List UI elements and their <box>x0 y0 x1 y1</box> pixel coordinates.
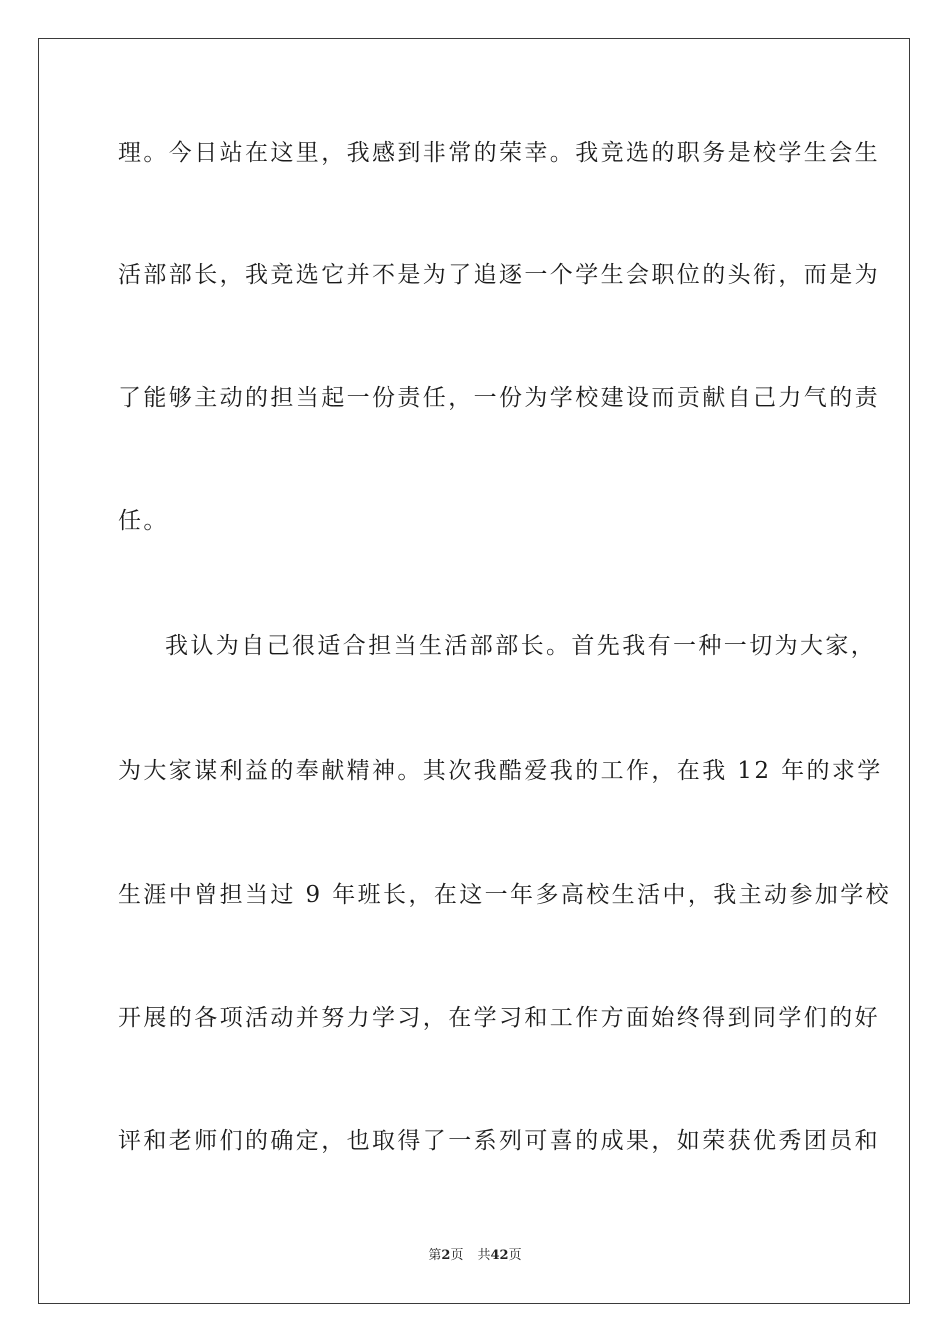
page-number: 2 <box>441 1248 451 1263</box>
page-footer <box>0 1247 950 1265</box>
body-text-line-2: 活部部长，我竞选它并不是为了追逐一个学生会职位的头衔，而是为 <box>118 262 880 288</box>
body-text-line-4: 任。 <box>118 508 169 534</box>
body-text-line-6: 为大家谋利益的奉献精神。其次我酷爱我的工作，在我 12 年的求学 <box>118 758 883 784</box>
body-text-line-8: 开展的各项活动并努力学习，在学习和工作方面始终得到同学们的好 <box>118 1005 880 1031</box>
total-pages: 42 <box>490 1248 509 1263</box>
body-text-line-9: 评和老师们的确定，也取得了一系列可喜的成果，如荣获优秀团员和 <box>118 1128 880 1154</box>
body-text-line-5: 我认为自己很适合担当生活部部长。首先我有一种一切为大家， <box>165 633 877 659</box>
total-suffix: 页 <box>508 1248 522 1263</box>
body-text-line-7: 生涯中曾担当过 9 年班长，在这一年多高校生活中，我主动参加学校 <box>118 882 892 908</box>
page-suffix: 页 <box>450 1248 464 1263</box>
total-prefix: 共 <box>477 1248 491 1263</box>
page-border <box>38 38 910 1304</box>
page-prefix: 第 <box>428 1248 442 1263</box>
body-text-line-3: 了能够主动的担当起一份责任，一份为学校建设而贡献自己力气的责 <box>118 385 880 411</box>
body-text-line-1: 理。今日站在这里，我感到非常的荣幸。我竞选的职务是校学生会生 <box>118 140 880 166</box>
